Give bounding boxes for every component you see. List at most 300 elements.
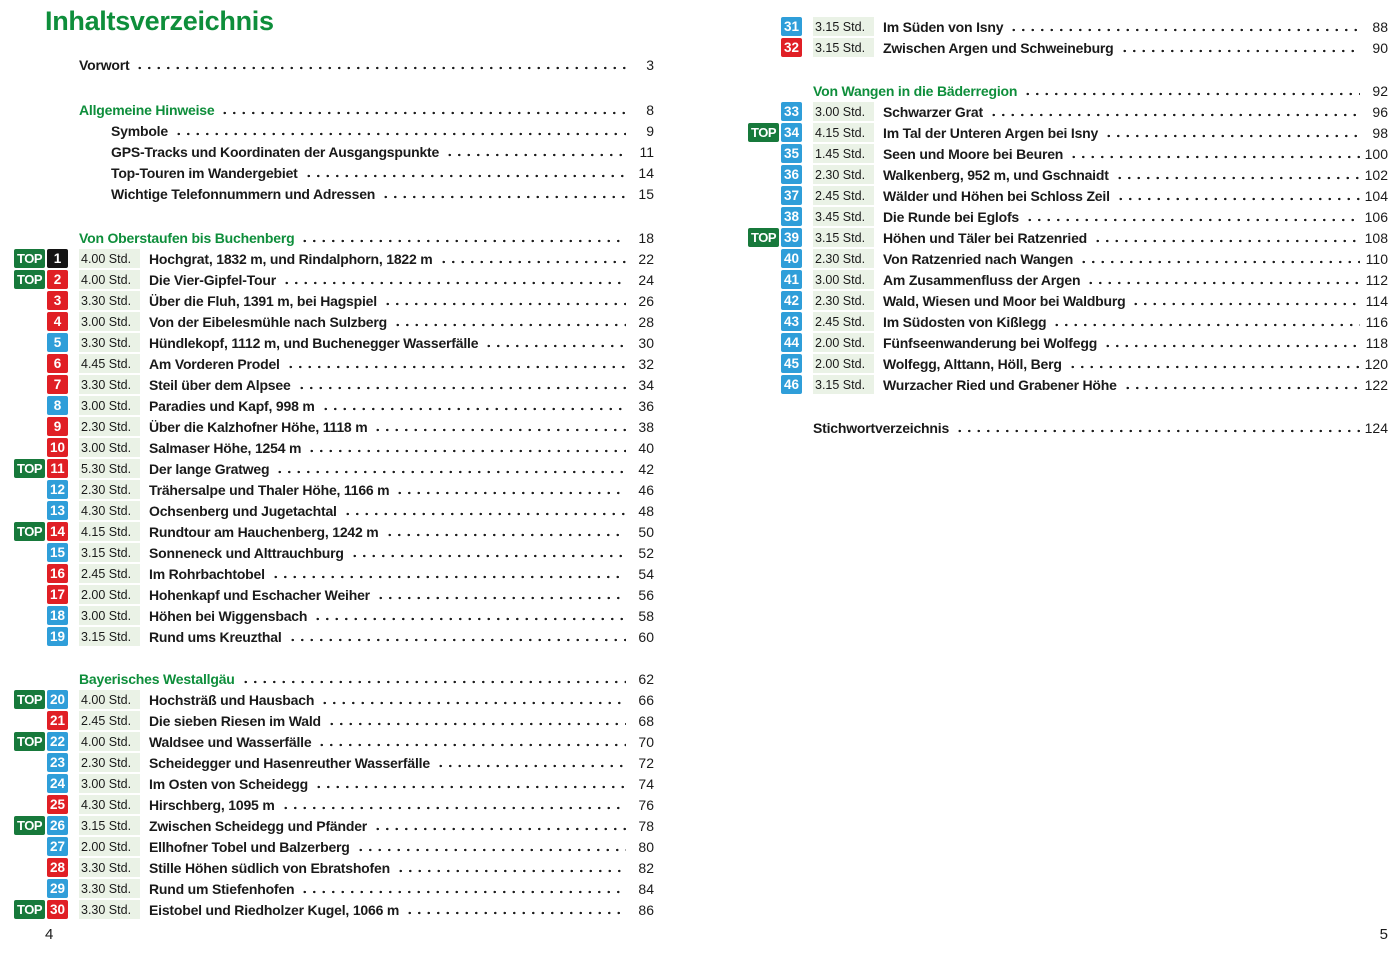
- top-badge-cell: [14, 312, 45, 331]
- dot-leader: [286, 353, 626, 374]
- top-badge: TOP: [14, 249, 45, 268]
- page-ref: 104: [1364, 187, 1388, 204]
- duration-cell: 2.45 Std.: [79, 711, 140, 730]
- tour-title: Am Zusammenfluss der Argen: [883, 271, 1081, 288]
- tour-number-cell: [47, 732, 68, 751]
- tour-number-cell: [47, 606, 68, 625]
- tour-number-badge: 23: [47, 753, 68, 772]
- toc-tour-row: [748, 269, 1388, 290]
- tour-number-cell: [781, 270, 802, 289]
- toc-tour-row: [748, 122, 1388, 143]
- tour-number-badge: 26: [47, 816, 68, 835]
- duration-cell: 3.15 Std.: [813, 228, 874, 247]
- tour-title: Fünfseenwanderung bei Wolfegg: [883, 334, 1098, 351]
- tour-number-badge: 4: [47, 312, 68, 331]
- top-badge: TOP: [748, 123, 779, 142]
- page-ref: 40: [638, 439, 654, 456]
- page-ref: 84: [638, 880, 654, 897]
- duration-cell: 2.30 Std.: [79, 480, 140, 499]
- tour-title: Hündlekopf, 1112 m, und Buchenegger Wasserfälle: [149, 334, 479, 351]
- toc-left-column: [14, 54, 654, 920]
- top-badge-cell: [14, 249, 45, 268]
- top-badge-cell: [748, 270, 779, 289]
- tour-number-cell: [47, 564, 68, 583]
- tour-title: Die Vier-Gipfel-Tour: [149, 271, 276, 288]
- toc-tour-row: [748, 311, 1388, 332]
- toc-tour-row: [14, 752, 654, 773]
- dot-leader: [1009, 16, 1360, 37]
- tour-title: Schwarzer Grat: [883, 103, 983, 120]
- tour-number-cell: [781, 17, 802, 36]
- dot-leader: [275, 458, 626, 479]
- toc-row: [748, 417, 1388, 438]
- toc-tour-row: [14, 521, 654, 542]
- tour-title: Über die Fluh, 1391 m, bei Hagspiel: [149, 292, 377, 309]
- page-ref: 90: [1372, 39, 1388, 56]
- tour-title: Über die Kalzhofner Höhe, 1118 m: [149, 418, 368, 435]
- tour-number-badge: 41: [781, 270, 802, 289]
- page-ref: 82: [638, 859, 654, 876]
- duration-cell: 3.15 Std.: [813, 38, 874, 57]
- entry-label: Von Oberstaufen bis Buchenberg: [79, 229, 295, 246]
- tour-title: Hohenkapf und Eschacher Weiher: [149, 586, 370, 603]
- tour-number-badge: 7: [47, 375, 68, 394]
- duration-cell: 4.15 Std.: [79, 522, 140, 541]
- tour-number-cell: [47, 459, 68, 478]
- top-badge: TOP: [14, 270, 45, 289]
- page-ref: 78: [638, 817, 654, 834]
- tour-number-badge: 20: [47, 690, 68, 709]
- toc-tour-row: [748, 37, 1388, 58]
- tour-number-badge: 14: [47, 522, 68, 541]
- tour-number-badge: 17: [47, 585, 68, 604]
- duration-cell: 3.00 Std.: [813, 102, 874, 121]
- duration-cell: 4.15 Std.: [813, 123, 874, 142]
- top-badge-cell: [748, 186, 779, 205]
- tour-title: Salmaser Höhe, 1254 m: [149, 439, 302, 456]
- dot-leader: [300, 878, 626, 899]
- toc-tour-row: [14, 269, 654, 290]
- dot-leader: [174, 120, 626, 141]
- duration-cell: 3.00 Std.: [79, 396, 140, 415]
- toc-row: [14, 120, 654, 141]
- duration-cell: 3.15 Std.: [79, 627, 140, 646]
- tour-title: Rund ums Kreuzthal: [149, 628, 282, 645]
- toc-tour-row: [14, 626, 654, 647]
- page-ref: 56: [638, 586, 654, 603]
- top-badge-cell: [14, 837, 45, 856]
- toc-tour-row: [14, 836, 654, 857]
- page-ref: 14: [638, 164, 654, 181]
- toc-tour-row: [14, 416, 654, 437]
- row-spacer: [748, 395, 1388, 417]
- tour-number-badge: 15: [47, 543, 68, 562]
- toc-tour-row: [748, 185, 1388, 206]
- duration-cell: 3.30 Std.: [79, 375, 140, 394]
- page-ref: 122: [1364, 376, 1388, 393]
- page-ref: 86: [638, 901, 654, 918]
- page-ref: 15: [638, 185, 654, 202]
- dot-leader: [1069, 143, 1360, 164]
- top-badge: TOP: [748, 228, 779, 247]
- entry-label: Top-Touren im Wandergebiet: [111, 164, 298, 181]
- top-badge-cell: [748, 228, 779, 247]
- tour-number-cell: [47, 501, 68, 520]
- top-badge-cell: [14, 816, 45, 835]
- top-badge-cell: [748, 17, 779, 36]
- tour-number-badge: 10: [47, 438, 68, 457]
- tour-number-badge: 27: [47, 837, 68, 856]
- page-ref: 100: [1364, 145, 1388, 162]
- tour-number-cell: [47, 291, 68, 310]
- tour-number-badge: 12: [47, 480, 68, 499]
- page-ref: 74: [638, 775, 654, 792]
- top-badge-cell: [748, 333, 779, 352]
- entry-label: Stichwortverzeichnis: [813, 419, 950, 436]
- tour-title: Seen und Moore bei Beuren: [883, 145, 1064, 162]
- tour-title: Stille Höhen südlich von Ebratshofen: [149, 859, 390, 876]
- tour-title: Von der Eibelesmühle nach Sulzberg: [149, 313, 387, 330]
- duration-cell: 2.45 Std.: [79, 564, 140, 583]
- entry-label: Allgemeine Hinweise: [79, 101, 215, 118]
- tour-number-cell: [47, 753, 68, 772]
- toc-tour-row: [748, 101, 1388, 122]
- toc-tour-row: [748, 16, 1388, 37]
- page-ref: 112: [1365, 271, 1388, 288]
- tour-number-cell: [781, 375, 802, 394]
- duration-cell: 3.00 Std.: [813, 270, 874, 289]
- toc-tour-row: [748, 353, 1388, 374]
- tour-number-cell: [781, 333, 802, 352]
- page-ref: 62: [638, 670, 654, 687]
- page-ref: 22: [638, 250, 654, 267]
- duration-cell: 3.00 Std.: [79, 312, 140, 331]
- duration-cell: 3.15 Std.: [79, 816, 140, 835]
- row-spacer: [748, 58, 1388, 80]
- tour-number-cell: [781, 144, 802, 163]
- tour-number-badge: 25: [47, 795, 68, 814]
- toc-tour-row: [14, 584, 654, 605]
- tour-number-badge: 5: [47, 333, 68, 352]
- dot-leader: [1023, 80, 1360, 101]
- page-ref: 8: [646, 101, 654, 118]
- tour-number-badge: 8: [47, 396, 68, 415]
- dot-leader: [1052, 311, 1360, 332]
- duration-cell: 2.45 Std.: [813, 312, 874, 331]
- page-ref: 32: [638, 355, 654, 372]
- row-spacer: [14, 75, 654, 99]
- dot-leader: [381, 183, 626, 204]
- duration-cell: 2.30 Std.: [79, 417, 140, 436]
- tour-number-badge: 6: [47, 354, 68, 373]
- page-ref: 80: [638, 838, 654, 855]
- top-badge-cell: [14, 900, 45, 919]
- tour-title: Zwischen Scheidegg und Pfänder: [149, 817, 368, 834]
- tour-number-badge: 30: [47, 900, 68, 919]
- dot-leader: [313, 605, 626, 626]
- tour-number-cell: [781, 207, 802, 226]
- tour-title: Die sieben Riesen im Wald: [149, 712, 321, 729]
- tour-number-cell: [47, 522, 68, 541]
- page-ref: 34: [638, 376, 654, 393]
- tour-number-badge: 46: [781, 375, 802, 394]
- top-badge: TOP: [14, 459, 45, 478]
- duration-cell: 5.30 Std.: [79, 459, 140, 478]
- tour-title: Rund um Stiefenhofen: [149, 880, 295, 897]
- top-badge-cell: [748, 38, 779, 57]
- dot-leader: [1093, 227, 1360, 248]
- toc-row: [14, 99, 654, 120]
- dot-leader: [297, 374, 626, 395]
- dot-leader: [405, 899, 626, 920]
- toc-tour-row: [748, 227, 1388, 248]
- duration-cell: 3.15 Std.: [79, 543, 140, 562]
- tour-number-cell: [47, 585, 68, 604]
- tour-number-badge: 37: [781, 186, 802, 205]
- dot-leader: [989, 101, 1360, 122]
- duration-cell: 3.45 Std.: [813, 207, 874, 226]
- tour-number-cell: [47, 375, 68, 394]
- toc-tour-row: [748, 206, 1388, 227]
- top-badge-cell: [14, 774, 45, 793]
- toc-row: [14, 54, 654, 75]
- dot-leader: [350, 542, 626, 563]
- top-badge-cell: [14, 291, 45, 310]
- tour-number-badge: 1: [47, 249, 68, 268]
- page-ref: 46: [638, 481, 654, 498]
- tour-number-badge: 9: [47, 417, 68, 436]
- duration-cell: 1.45 Std.: [813, 144, 874, 163]
- dot-leader: [1116, 185, 1360, 206]
- tour-number-cell: [781, 228, 802, 247]
- tour-number-badge: 36: [781, 165, 802, 184]
- top-badge-cell: [14, 690, 45, 709]
- tour-title: Höhen bei Wiggensbach: [149, 607, 308, 624]
- duration-cell: 2.00 Std.: [79, 585, 140, 604]
- dot-leader: [393, 311, 626, 332]
- dot-leader: [1103, 332, 1360, 353]
- dot-leader: [484, 332, 626, 353]
- top-badge: TOP: [14, 522, 45, 541]
- tour-number-badge: 19: [47, 627, 68, 646]
- tour-number-badge: 21: [47, 711, 68, 730]
- toc-tour-row: [14, 731, 654, 752]
- tour-title: Zwischen Argen und Schweineburg: [883, 39, 1114, 56]
- tour-title: Paradies und Kapf, 998 m: [149, 397, 315, 414]
- top-badge-cell: [14, 606, 45, 625]
- toc-tour-row: [14, 353, 654, 374]
- dot-leader: [220, 99, 626, 120]
- dot-leader: [383, 290, 626, 311]
- toc-tour-row: [14, 395, 654, 416]
- top-badge-cell: [14, 417, 45, 436]
- dot-leader: [343, 500, 626, 521]
- toc-tour-row: [14, 857, 654, 878]
- top-badge-cell: [748, 165, 779, 184]
- tour-title: Höhen und Täler bei Ratzenried: [883, 229, 1088, 246]
- page-ref: 114: [1365, 292, 1388, 309]
- entry-label: GPS-Tracks und Koordinaten der Ausgangspunkte: [111, 143, 440, 160]
- toc-row: [14, 141, 654, 162]
- tour-title: Am Vorderen Prodel: [149, 355, 280, 372]
- top-badge-cell: [14, 480, 45, 499]
- toc-tour-row: [14, 605, 654, 626]
- row-spacer: [14, 647, 654, 668]
- tour-title: Ochsenberg und Jugetachtal: [149, 502, 337, 519]
- top-badge-cell: [14, 753, 45, 772]
- tour-title: Ellhofner Tobel und Balzerberg: [149, 838, 350, 855]
- page-ref: 70: [638, 733, 654, 750]
- toc-tour-row: [748, 374, 1388, 395]
- tour-number-cell: [47, 900, 68, 919]
- top-badge-cell: [14, 333, 45, 352]
- top-badge-cell: [748, 312, 779, 331]
- duration-cell: 2.00 Std.: [79, 837, 140, 856]
- tour-number-cell: [47, 333, 68, 352]
- tour-title: Hirschberg, 1095 m: [149, 796, 275, 813]
- page-ref: 120: [1364, 355, 1388, 372]
- tour-number-badge: 43: [781, 312, 802, 331]
- tour-title: Hochgrat, 1832 m, und Rindalphorn, 1822 m: [149, 250, 433, 267]
- tour-number-badge: 11: [47, 459, 68, 478]
- tour-number-badge: 31: [781, 17, 802, 36]
- duration-cell: 3.30 Std.: [79, 333, 140, 352]
- tour-number-cell: [47, 249, 68, 268]
- tour-number-cell: [47, 795, 68, 814]
- duration-cell: 3.15 Std.: [813, 375, 874, 394]
- dot-leader: [288, 626, 626, 647]
- page-ref: 124: [1364, 419, 1388, 436]
- tour-title: Hochsträß und Hausbach: [149, 691, 315, 708]
- top-badge-cell: [748, 291, 779, 310]
- toc-tour-row: [14, 878, 654, 899]
- toc-tour-row: [14, 899, 654, 920]
- top-badge-cell: [748, 375, 779, 394]
- top-badge: TOP: [14, 816, 45, 835]
- tour-number-cell: [47, 438, 68, 457]
- duration-cell: 3.00 Std.: [79, 774, 140, 793]
- tour-number-cell: [781, 38, 802, 57]
- page-ref: 60: [638, 628, 654, 645]
- duration-cell: 4.00 Std.: [79, 732, 140, 751]
- duration-cell: 2.30 Std.: [813, 165, 874, 184]
- page-ref: 110: [1365, 250, 1388, 267]
- duration-cell: 3.00 Std.: [79, 606, 140, 625]
- page-ref: 92: [1372, 82, 1388, 99]
- tour-title: Waldsee und Wasserfälle: [149, 733, 312, 750]
- dot-leader: [376, 584, 626, 605]
- page-ref: 88: [1372, 18, 1388, 35]
- tour-number-cell: [47, 879, 68, 898]
- top-badge-cell: [14, 858, 45, 877]
- entry-label: Von Wangen in die Bäderregion: [813, 82, 1018, 99]
- duration-cell: 3.15 Std.: [813, 17, 874, 36]
- toc-tour-row: [14, 311, 654, 332]
- toc-row: [14, 162, 654, 183]
- tour-number-cell: [47, 417, 68, 436]
- tour-number-cell: [47, 858, 68, 877]
- top-badge-cell: [748, 249, 779, 268]
- toc-right-column: [748, 16, 1388, 438]
- tour-number-cell: [781, 249, 802, 268]
- tour-number-badge: 3: [47, 291, 68, 310]
- page-ref: 11: [639, 143, 654, 160]
- dot-leader: [1025, 206, 1360, 227]
- toc-tour-row: [14, 563, 654, 584]
- tour-title: Wald, Wiesen und Moor bei Waldburg: [883, 292, 1126, 309]
- dot-leader: [1123, 374, 1360, 395]
- dot-leader: [300, 227, 626, 248]
- tour-number-cell: [781, 186, 802, 205]
- duration-cell: 3.30 Std.: [79, 858, 140, 877]
- tour-number-badge: 42: [781, 291, 802, 310]
- page-ref: 68: [638, 712, 654, 729]
- tour-title: Im Rohrbachtobel: [149, 565, 265, 582]
- dot-leader: [396, 857, 626, 878]
- toc-row: [14, 668, 654, 689]
- toc-row: [748, 80, 1388, 101]
- toc-tour-row: [14, 374, 654, 395]
- page-ref: 42: [638, 460, 654, 477]
- dot-leader: [241, 668, 626, 689]
- top-badge-cell: [14, 375, 45, 394]
- tour-number-cell: [47, 354, 68, 373]
- top-badge: TOP: [14, 900, 45, 919]
- tour-title: Im Süden von Isny: [883, 18, 1004, 35]
- toc-tour-row: [748, 143, 1388, 164]
- top-badge-cell: [748, 123, 779, 142]
- tour-number-badge: 45: [781, 354, 802, 373]
- dot-leader: [395, 479, 626, 500]
- row-spacer: [14, 204, 654, 227]
- top-badge-cell: [14, 585, 45, 604]
- page-ref: 28: [638, 313, 654, 330]
- tour-title: Im Südosten von Kißlegg: [883, 313, 1047, 330]
- top-badge-cell: [748, 102, 779, 121]
- tour-number-cell: [781, 102, 802, 121]
- page-ref: 76: [638, 796, 654, 813]
- entry-label: Symbole: [111, 122, 168, 139]
- tour-title: Wurzacher Ried und Grabener Höhe: [883, 376, 1117, 393]
- dot-leader: [304, 162, 626, 183]
- top-badge-cell: [14, 459, 45, 478]
- tour-number-badge: 24: [47, 774, 68, 793]
- page-ref: 118: [1365, 334, 1388, 351]
- toc-row: [14, 227, 654, 248]
- tour-number-cell: [47, 543, 68, 562]
- tour-title: Im Osten von Scheidegg: [149, 775, 308, 792]
- top-badge-cell: [14, 711, 45, 730]
- tour-number-cell: [781, 165, 802, 184]
- top-badge: TOP: [14, 690, 45, 709]
- dot-leader: [1086, 269, 1360, 290]
- top-badge-cell: [14, 501, 45, 520]
- toc-tour-row: [748, 164, 1388, 185]
- toc-tour-row: [14, 773, 654, 794]
- tour-number-cell: [47, 690, 68, 709]
- top-badge-cell: [14, 564, 45, 583]
- dot-leader: [436, 752, 626, 773]
- tour-number-badge: 33: [781, 102, 802, 121]
- dot-leader: [955, 417, 1360, 438]
- page-ref: 48: [638, 502, 654, 519]
- dot-leader: [439, 248, 626, 269]
- top-badge-cell: [14, 879, 45, 898]
- tour-number-cell: [47, 774, 68, 793]
- toc-tour-row: [14, 500, 654, 521]
- dot-leader: [1068, 353, 1360, 374]
- top-badge-cell: [14, 543, 45, 562]
